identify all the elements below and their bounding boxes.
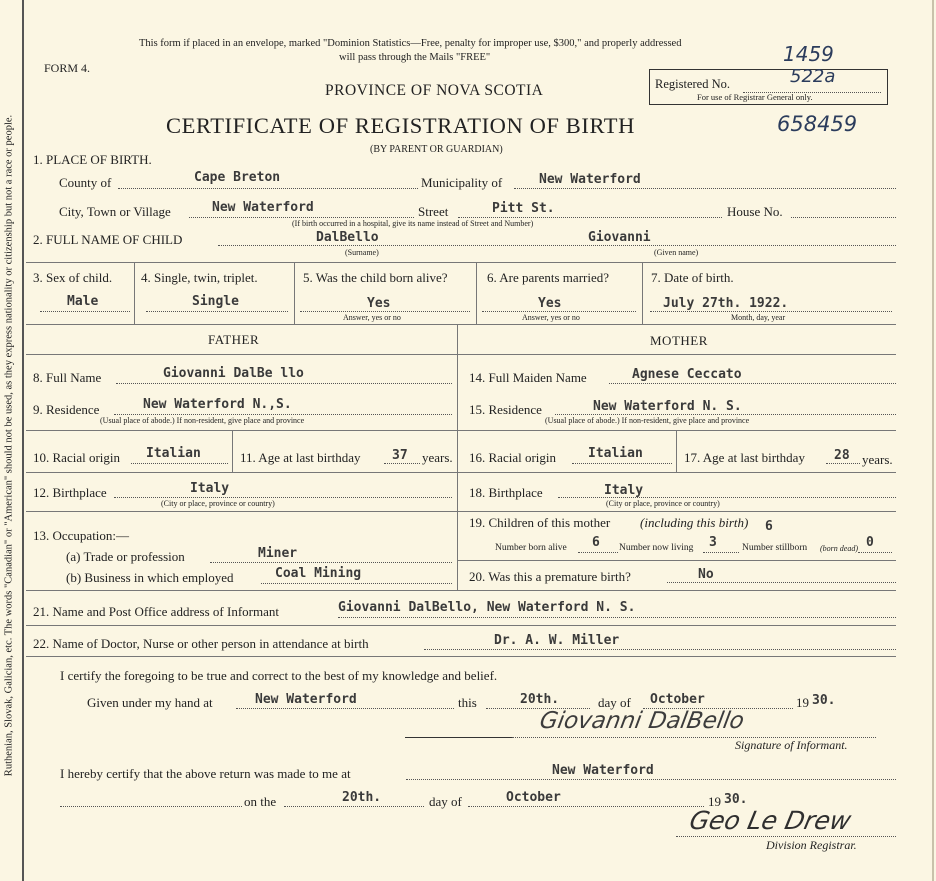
business-line <box>261 583 452 584</box>
registrar-on-the-label: on the <box>244 794 277 809</box>
attendant-line <box>424 649 896 650</box>
trade-line <box>210 562 452 563</box>
father-birthplace-caption: (City or place, province or country) <box>161 499 275 508</box>
registered-box <box>649 66 888 105</box>
mother-name-label: 14. Full Maiden Name <box>469 370 587 385</box>
mother-residence-value: New Waterford N. S. <box>593 399 742 414</box>
mother-age-label: 17. Age at last birthday <box>684 450 805 465</box>
sex-value: Male <box>67 294 99 309</box>
dob-value: July 27th. 1922. <box>663 296 789 311</box>
rule-heading-bottom <box>26 354 896 355</box>
informant-line <box>338 617 896 618</box>
father-residence-value: New Waterford N.,S. <box>143 397 292 412</box>
premature-value: No <box>698 567 714 582</box>
father-origin-value: Italian <box>146 446 201 461</box>
stillborn-count-label: Number stillborn <box>742 543 808 553</box>
rule-informant-bottom <box>26 625 896 626</box>
registered-label: Registered No. <box>655 77 730 91</box>
municipality-value: New Waterford <box>539 172 641 187</box>
rule-father-age-divider <box>232 430 233 472</box>
father-heading: FATHER <box>208 332 260 347</box>
given-this-label: this <box>458 695 477 710</box>
premature-line <box>667 582 896 583</box>
living-count-label: Number now living <box>619 543 694 553</box>
child-name-label: 2. FULL NAME OF CHILD <box>33 232 183 247</box>
dob-line <box>650 311 892 312</box>
mother-origin-line <box>572 463 672 464</box>
stillborn-count-line <box>858 552 892 553</box>
registrar-day-value: 20th. <box>342 790 382 805</box>
county-value: Cape Breton <box>194 170 281 185</box>
business-value: Coal Mining <box>275 566 362 581</box>
rule-col-c <box>476 262 477 324</box>
stillborn-count-value: 0 <box>866 535 874 550</box>
rule-attendant-bottom <box>26 656 896 657</box>
trade-label: (a) Trade or profession <box>66 549 185 564</box>
father-origin-line <box>131 463 228 464</box>
street-line <box>458 217 722 218</box>
registrar-year-value: 30. <box>724 792 748 807</box>
given-year-prefix: 19 <box>796 695 809 710</box>
informant-value: Giovanni DalBello, New Waterford N. S. <box>338 600 636 615</box>
father-residence-line <box>114 414 452 415</box>
registrar-year-prefix: 19 <box>708 794 721 809</box>
registrar-signature-caption: Division Registrar. <box>766 838 857 852</box>
children-total-value: 6 <box>765 519 773 534</box>
plurality-value: Single <box>192 294 239 309</box>
given-place-value: New Waterford <box>255 692 357 707</box>
premature-label: 20. Was this a premature birth? <box>469 569 631 584</box>
plurality-label: 4. Single, twin, triplet. <box>141 270 258 285</box>
rule-children-bottom <box>457 560 896 561</box>
sex-line <box>40 311 130 312</box>
plurality-line <box>146 311 288 312</box>
rule-section-bottom <box>26 590 896 591</box>
rule-col-d <box>642 262 643 324</box>
informant-signature-rule <box>405 737 512 738</box>
mail-notice-line1: This form if placed in an envelope, marked "Dominion Statistics—Free, penalty for improper use, $300," and properly addressed <box>139 38 682 49</box>
mother-heading: MOTHER <box>650 333 708 348</box>
surname-caption: (Surname) <box>345 248 379 257</box>
place-heading: 1. PLACE OF BIRTH. <box>33 152 152 167</box>
attendant-value: Dr. A. W. Miller <box>494 633 620 648</box>
certificate-subtitle: (BY PARENT OR GUARDIAN) <box>370 144 503 155</box>
municipality-line <box>514 188 896 189</box>
rule-mother-age-divider <box>676 430 677 472</box>
child-surname: DalBello <box>316 230 379 245</box>
mother-name-line <box>609 383 896 384</box>
given-caption: (Given name) <box>654 248 699 257</box>
registrar-leader-line <box>60 806 242 807</box>
registrar-day-line <box>284 806 424 807</box>
given-day-value: 20th. <box>520 692 560 707</box>
certificate-title: CERTIFICATE OF REGISTRATION OF BIRTH <box>166 113 635 138</box>
child-name-line <box>218 245 896 246</box>
mother-residence-line <box>555 414 896 415</box>
married-label: 6. Are parents married? <box>487 270 610 285</box>
rule-origin-bottom <box>26 472 896 473</box>
given-day-of-label: day of <box>598 695 631 710</box>
father-age-line <box>384 463 420 464</box>
house-label: House No. <box>727 204 783 219</box>
born-alive-line <box>300 311 470 312</box>
mother-birthplace-label: 18. Birthplace <box>469 485 543 500</box>
house-line <box>791 217 896 218</box>
mother-birthplace-caption: (City or place, province or country) <box>606 499 720 508</box>
rule-birthplace-bottom <box>26 511 896 512</box>
given-under-hand-label: Given under my hand at <box>87 695 213 710</box>
street-label: Street <box>418 204 449 219</box>
handwritten-number-right: 658459 <box>777 112 858 136</box>
registrar-month-line <box>468 806 704 807</box>
municipality-label: Municipality of <box>421 175 503 190</box>
mother-age-value: 28 <box>834 448 850 463</box>
father-age-label: 11. Age at last birthday <box>240 450 361 465</box>
registrar-signature: Geo Le Drew <box>686 806 854 835</box>
sex-label: 3. Sex of child. <box>33 270 113 285</box>
born-alive-label: 5. Was the child born alive? <box>303 270 448 285</box>
informant-label: 21. Name and Post Office address of Informant <box>33 604 279 619</box>
informant-signature: Giovanni DalBello <box>537 708 747 734</box>
mother-years-label: years. <box>862 452 893 467</box>
born-alive-value: Yes <box>367 296 391 311</box>
father-residence-caption: (Usual place of abode.) If non-resident, give place and province <box>100 416 305 425</box>
given-month-value: October <box>650 692 705 707</box>
city-value: New Waterford <box>212 200 314 215</box>
street-value: Pitt St. <box>492 201 555 216</box>
dob-label: 7. Date of birth. <box>651 270 734 285</box>
rule-col-b <box>294 262 295 324</box>
mother-origin-label: 16. Racial origin <box>469 450 557 465</box>
certify-statement: I certify the foregoing to be true and correct to the best of my knowledge and belief. <box>60 668 498 683</box>
father-years-label: years. <box>422 450 453 465</box>
mother-residence-label: 15. Residence <box>469 402 542 417</box>
given-year-value: 30. <box>812 693 836 708</box>
hospital-note: (If birth occurred in a hospital, give its name instead of Street and Number) <box>292 219 534 228</box>
father-name-label: 8. Full Name <box>33 370 102 385</box>
father-residence-label: 9. Residence <box>33 402 100 417</box>
registrar-place-value: New Waterford <box>552 763 654 778</box>
business-label: (b) Business in which employed <box>66 570 234 585</box>
father-birthplace-label: 12. Birthplace <box>33 485 107 500</box>
county-label: County of <box>59 175 112 190</box>
registered-number: 522a <box>790 66 836 87</box>
children-label: 19. Children of this mother <box>469 515 611 530</box>
city-label: City, Town or Village <box>59 204 171 219</box>
form-number: FORM 4. <box>44 61 91 75</box>
born-alive-caption: Answer, yes or no <box>343 313 401 322</box>
child-given-name: Giovanni <box>588 230 651 245</box>
rule-col-a <box>134 262 135 324</box>
given-place-line <box>236 708 454 709</box>
attendant-label: 22. Name of Doctor, Nurse or other person in attendance at birth <box>33 636 369 651</box>
occupation-label: 13. Occupation:— <box>33 528 130 543</box>
rule-residence-bottom <box>26 430 896 431</box>
handwritten-number-top: 1459 <box>783 42 834 66</box>
city-line <box>189 217 414 218</box>
living-count-line <box>703 552 739 553</box>
married-value: Yes <box>538 296 562 311</box>
rule-row3-top <box>26 262 896 263</box>
trade-value: Miner <box>258 546 298 561</box>
father-origin-label: 10. Racial origin <box>33 450 121 465</box>
mail-notice-line2: will pass through the Mails "FREE" <box>339 52 491 63</box>
registrar-day-of-label: day of <box>429 794 462 809</box>
father-birthplace-line <box>114 497 452 498</box>
rule-row3-bottom <box>26 324 896 325</box>
left-margin-rule <box>22 0 24 881</box>
side-margin-note: Ruthenian, Slovak, Galician, etc. The words "Canadian" or "American" should not be used, as they express nationality or citizenship but not a race or people. <box>3 114 15 777</box>
father-name-line <box>116 383 452 384</box>
registrar-signature-line <box>676 836 896 837</box>
province-heading: PROVINCE OF NOVA SCOTIA <box>325 82 544 99</box>
rule-center-divider <box>457 324 458 590</box>
father-age-value: 37 <box>392 448 408 463</box>
mother-birthplace-value: Italy <box>604 483 644 498</box>
registrar-place-line <box>406 779 896 780</box>
registrar-month-value: October <box>506 790 561 805</box>
children-note: (including this birth) <box>640 515 749 530</box>
right-edge-shadow <box>932 0 934 881</box>
county-line <box>118 188 418 189</box>
living-count-value: 3 <box>709 535 717 550</box>
born-alive-count-value: 6 <box>592 535 600 550</box>
dob-caption: Month, day, year <box>731 313 786 322</box>
married-line <box>482 311 636 312</box>
registrar-statement: I hereby certify that the above return was made to me at <box>60 766 351 781</box>
mother-residence-caption: (Usual place of abode.) If non-resident, give place and province <box>545 416 750 425</box>
mother-age-line <box>826 463 860 464</box>
born-alive-count-label: Number born alive <box>495 543 567 553</box>
mother-name-value: Agnese Ceccato <box>632 367 742 382</box>
registrar-only-note: For use of Registrar General only. <box>697 92 813 102</box>
married-caption: Answer, yes or no <box>522 313 580 322</box>
born-alive-count-line <box>578 552 618 553</box>
mother-origin-value: Italian <box>588 446 643 461</box>
father-name-value: Giovanni DalBe llo <box>163 366 304 381</box>
stillborn-note: (born dead) <box>820 544 858 553</box>
informant-signature-caption: Signature of Informant. <box>735 738 848 752</box>
father-birthplace-value: Italy <box>190 481 230 496</box>
